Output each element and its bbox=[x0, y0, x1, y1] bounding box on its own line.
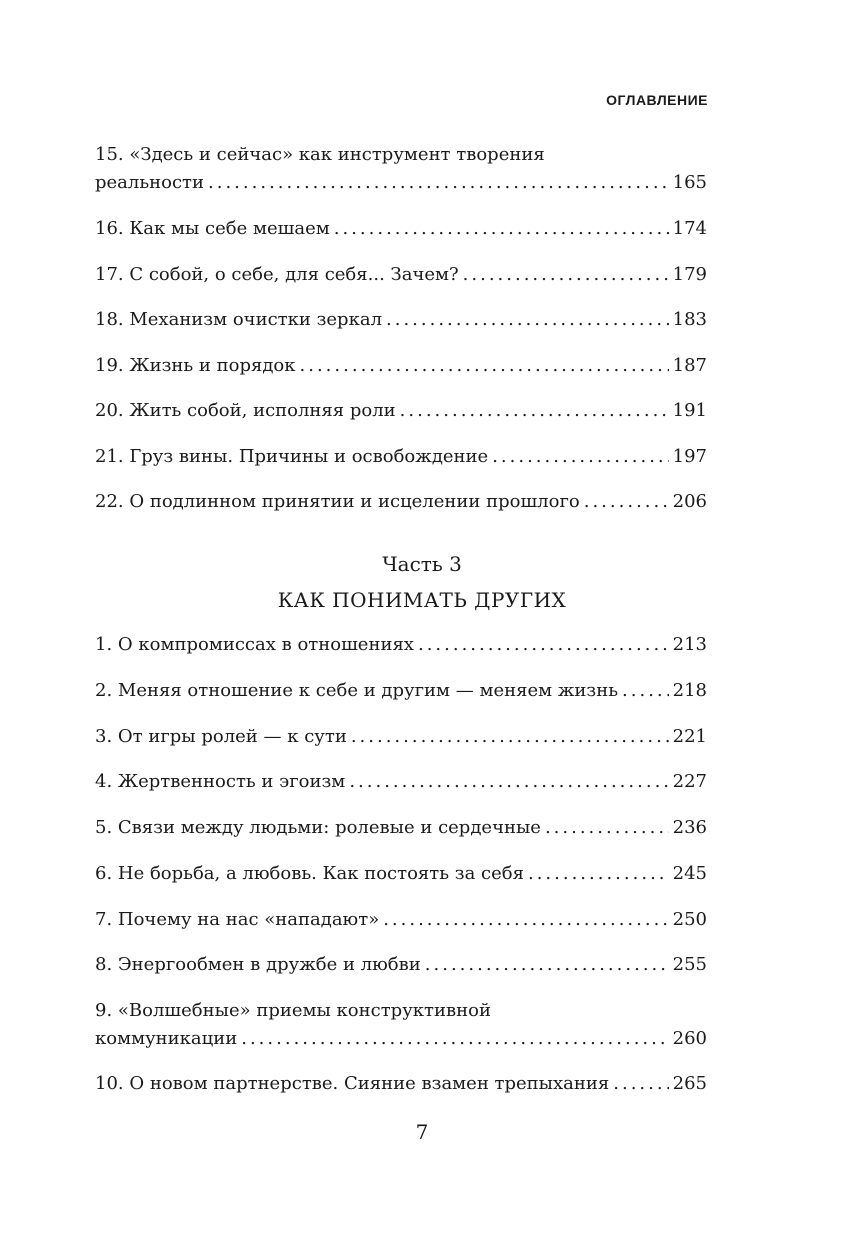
toc-entry bbox=[95, 141, 707, 197]
toc-entry-page: 191 bbox=[672, 400, 707, 421]
running-header: ОГЛАВЛЕНИЕ bbox=[606, 92, 708, 108]
toc-entry bbox=[95, 951, 707, 979]
dot-leader bbox=[334, 215, 669, 243]
dot-leader bbox=[351, 723, 669, 751]
toc-entry-page: 221 bbox=[672, 726, 707, 747]
toc-entry bbox=[95, 488, 707, 516]
toc-entry-title: 20. Жить собой, исполняя роли bbox=[95, 400, 396, 421]
toc-entry-page: 236 bbox=[672, 817, 707, 838]
toc-entry-title: 1. О компромиссах в отношениях bbox=[95, 634, 414, 655]
part-label: Часть 3 bbox=[382, 552, 462, 576]
toc-entry-page: 197 bbox=[672, 446, 707, 467]
toc-entry-page: 255 bbox=[672, 954, 707, 975]
dot-leader bbox=[349, 768, 668, 796]
dot-leader bbox=[492, 443, 668, 471]
toc-entry-title-line1: 9. «Волшебные» приемы конструктивной bbox=[95, 1000, 491, 1021]
part-title: КАК ПОНИМАТЬ ДРУГИХ bbox=[277, 588, 567, 612]
dot-leader bbox=[400, 397, 669, 425]
toc-entry-title: 2. Меняя отношение к себе и другим — меняем жизнь bbox=[95, 680, 619, 701]
toc-entry-page: 187 bbox=[672, 355, 707, 376]
toc-entry bbox=[95, 723, 707, 751]
toc-entry bbox=[95, 1070, 707, 1098]
dot-leader bbox=[545, 814, 669, 842]
toc-entry bbox=[95, 860, 707, 888]
toc-entry bbox=[95, 677, 707, 705]
toc-entry bbox=[95, 997, 707, 1053]
toc-entry-page: 174 bbox=[672, 218, 707, 239]
toc-entry bbox=[95, 814, 707, 842]
toc-entry bbox=[95, 631, 707, 659]
toc-entry-title: 4. Жертвенность и эгоизм bbox=[95, 771, 346, 792]
toc-entry-page: 227 bbox=[672, 771, 707, 792]
toc-entry-page: 218 bbox=[672, 680, 707, 701]
toc-entry-page: 206 bbox=[672, 491, 707, 512]
toc-entry-title: 22. О подлинном принятии и исцелении прошлого bbox=[95, 491, 580, 512]
toc-entry bbox=[95, 306, 707, 334]
dot-leader bbox=[584, 488, 669, 516]
toc-entry-title: 6. Не борьба, а любовь. Как постоять за себя bbox=[95, 863, 524, 884]
dot-leader bbox=[208, 169, 669, 197]
dot-leader bbox=[418, 631, 669, 659]
toc-entry-page: 183 bbox=[672, 309, 707, 330]
toc-entry-title-line1: 15. «Здесь и сейчас» как инструмент творения bbox=[95, 144, 545, 165]
toc-entry-title: 7. Почему на нас «нападают» bbox=[95, 909, 380, 930]
toc-entry bbox=[95, 215, 707, 243]
toc-entry-page: 245 bbox=[672, 863, 707, 884]
dot-leader bbox=[386, 306, 669, 334]
toc-entry-page: 265 bbox=[672, 1073, 707, 1094]
dot-leader bbox=[622, 677, 669, 705]
toc-entry bbox=[95, 352, 707, 380]
page-number: 7 bbox=[415, 1120, 429, 1144]
toc-entry-title: 10. О новом партнерстве. Сияние взамен трепыхания bbox=[95, 1073, 610, 1094]
toc-entry-page: 165 bbox=[672, 172, 707, 193]
toc-entry-title: 18. Механизм очистки зеркал bbox=[95, 309, 382, 330]
dot-leader bbox=[613, 1070, 668, 1098]
toc-entry bbox=[95, 397, 707, 425]
toc-entry-title: 19. Жизнь и порядок bbox=[95, 355, 296, 376]
toc-entry-title: 17. С собой, о себе, для себя... Зачем? bbox=[95, 264, 459, 285]
toc-entry-page: 260 bbox=[672, 1028, 707, 1049]
toc-entry-title: 8. Энергообмен в дружбе и любви bbox=[95, 954, 421, 975]
toc-entry bbox=[95, 906, 707, 934]
dot-leader bbox=[300, 352, 669, 380]
dot-leader bbox=[241, 1025, 668, 1053]
dot-leader bbox=[425, 951, 669, 979]
toc-entry bbox=[95, 261, 707, 289]
toc-entry-title: 21. Груз вины. Причины и освобождение bbox=[95, 446, 489, 467]
toc-entry-title: 5. Связи между людьми: ролевые и сердечные bbox=[95, 817, 541, 838]
toc-entry-title: коммуникации bbox=[95, 1028, 238, 1049]
toc-entry-page: 179 bbox=[672, 264, 707, 285]
dot-leader bbox=[463, 261, 669, 289]
toc-entry-title: реальности bbox=[95, 172, 205, 193]
toc-entry bbox=[95, 443, 707, 471]
toc-entry-title: 3. От игры ролей — к сути bbox=[95, 726, 347, 747]
toc-entry-page: 250 bbox=[672, 909, 707, 930]
dot-leader bbox=[383, 906, 668, 934]
toc-entry bbox=[95, 768, 707, 796]
dot-leader bbox=[528, 860, 669, 888]
toc-entry-page: 213 bbox=[672, 634, 707, 655]
toc-entry-title: 16. Как мы себе мешаем bbox=[95, 218, 330, 239]
